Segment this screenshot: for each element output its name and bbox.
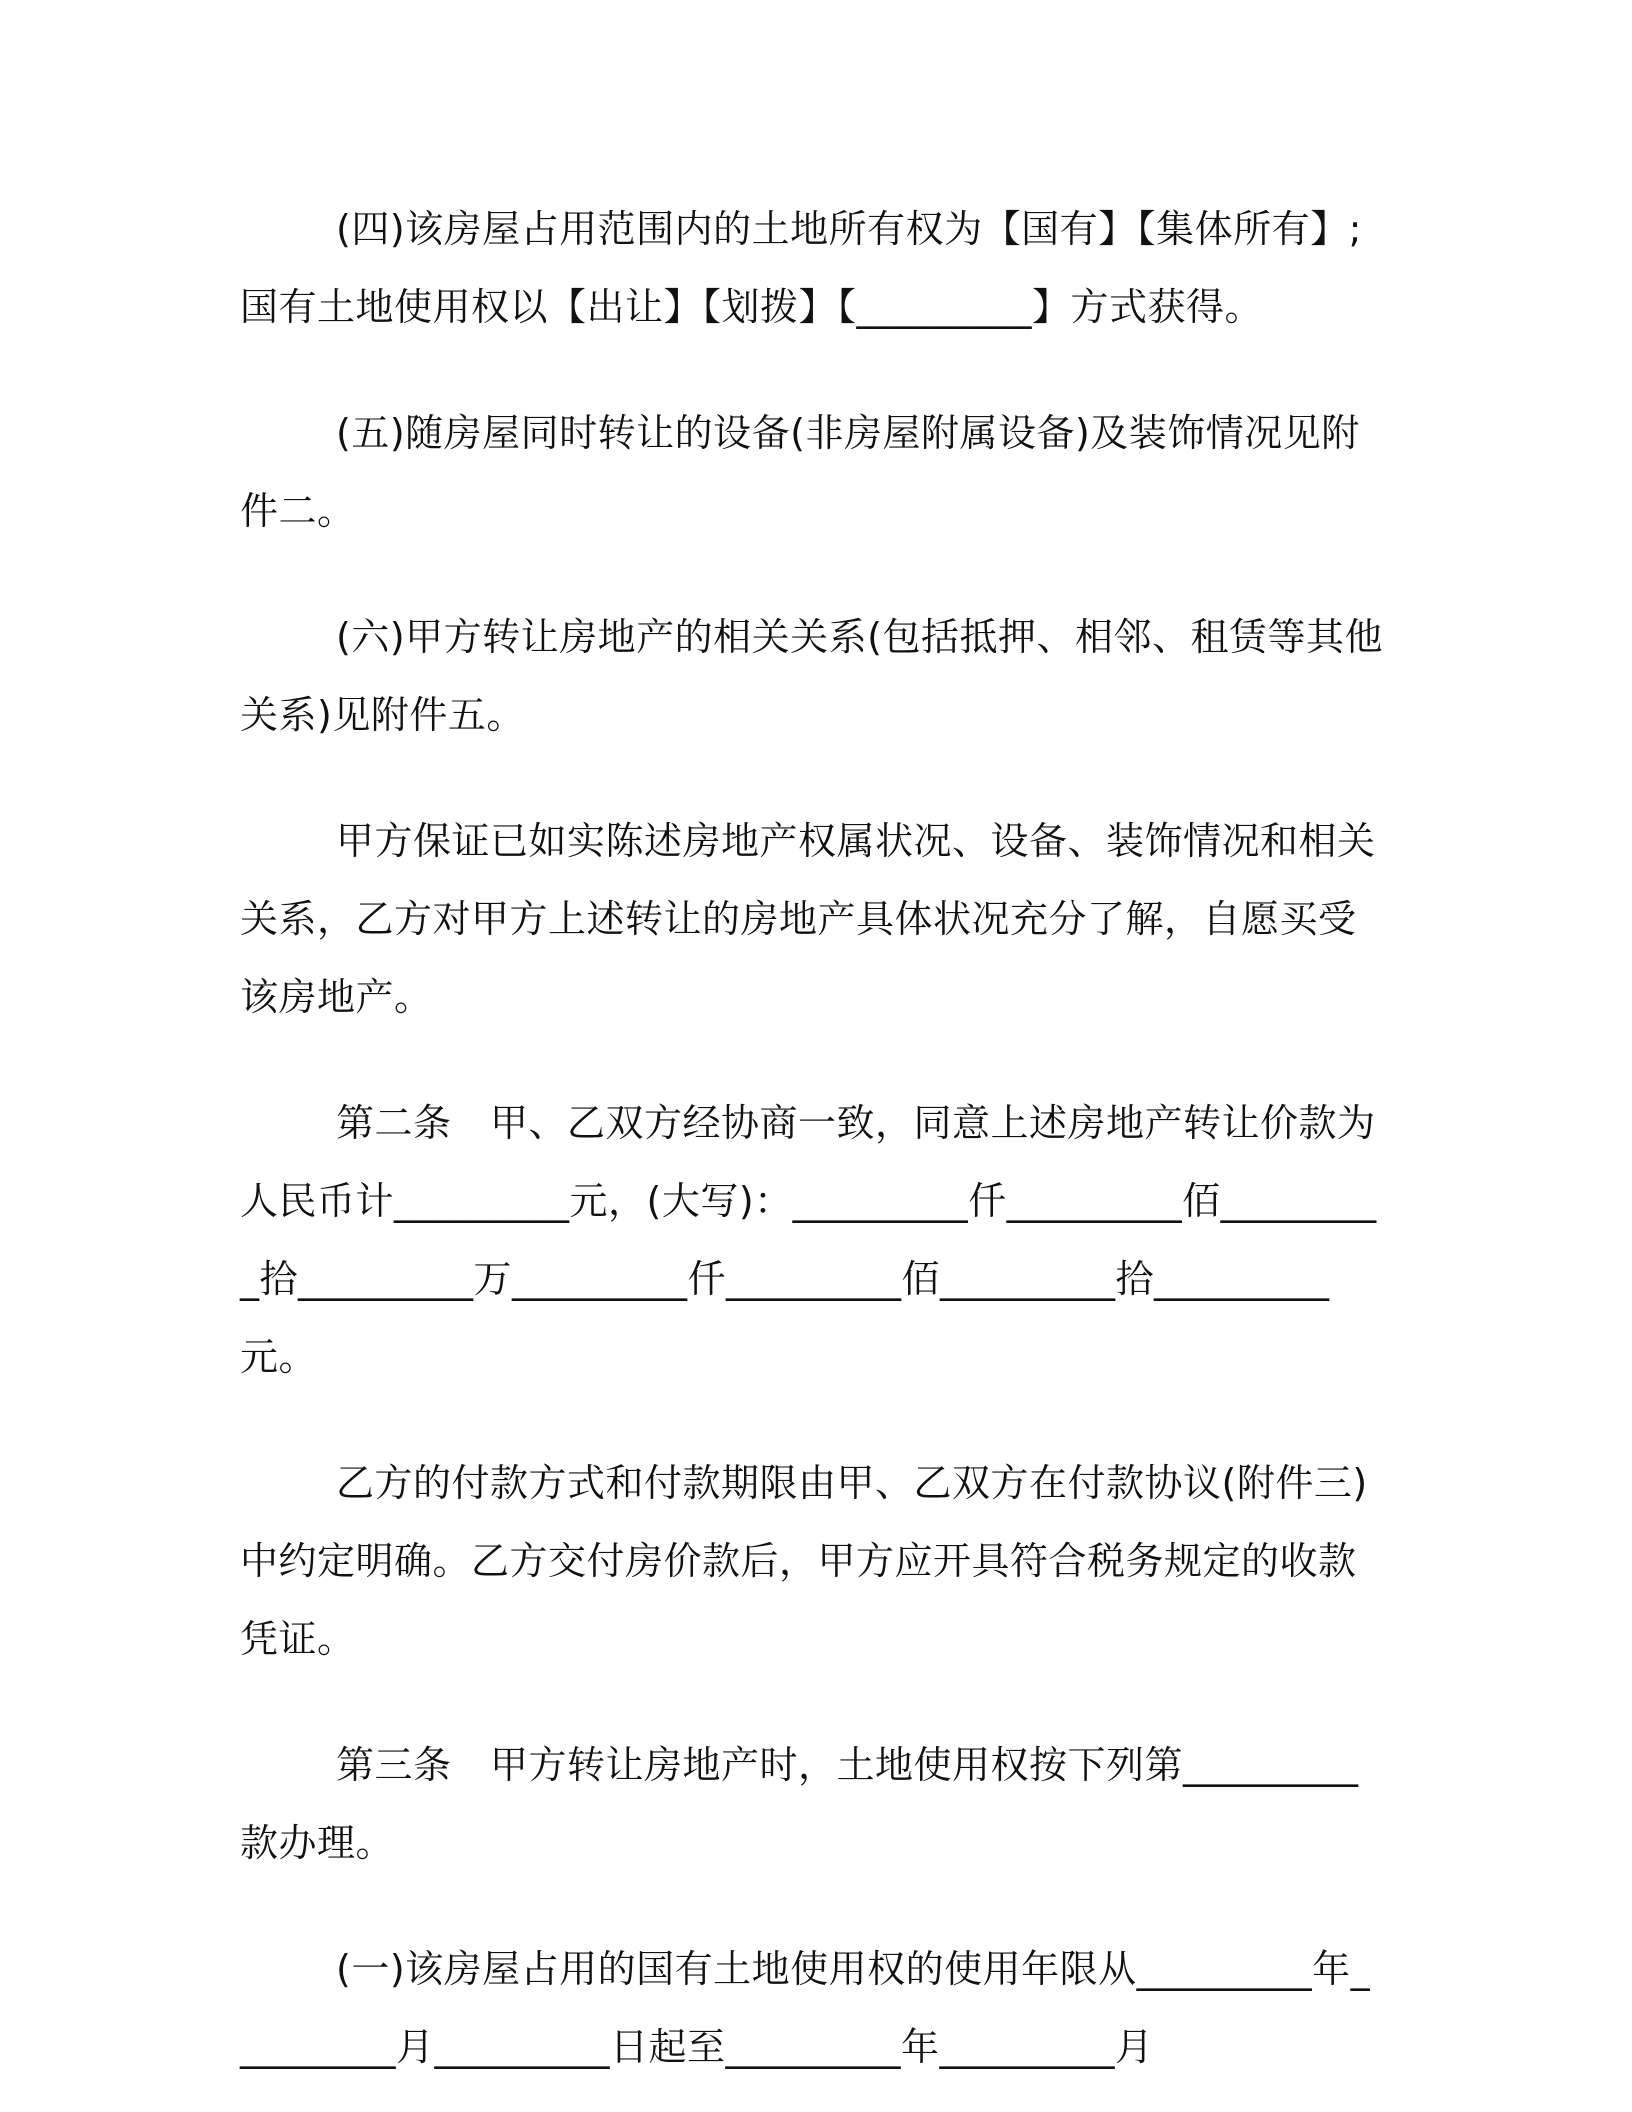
paragraph-article-two-price: 第二条 甲、乙双方经协商一致，同意上述房地产转让价款为人民币计_________元，(大写)：_________仟_________佰_________拾_________万_________仟_________佰_________拾_________元。: [240, 1101, 1377, 1379]
paragraph-article-three: 第三条 甲方转让房地产时，土地使用权按下列第_________款办理。: [240, 1743, 1359, 1865]
paragraph-payment-method: 乙方的付款方式和付款期限由甲、乙双方在付款协议(附件三)中约定明确。乙方交付房价款后，甲方应开具符合税务规定的收款凭证。: [240, 1461, 1368, 1661]
paragraph-related-relations: (六)甲方转让房地产的相关关系(包括抵押、相邻、租赁等其他关系)见附件五。: [240, 615, 1383, 737]
paragraph-land-ownership: (四)该房屋占用范围内的土地所有权为【国有】【集体所有】;国有土地使用权以【出让】【划拨】【_________】方式获得。: [240, 207, 1362, 329]
paragraph-land-use-term: (一)该房屋占用的国有土地使用权的使用年限从_________年_________月_________日起至_________年_________月: [240, 1947, 1371, 2069]
paragraph-seller-guarantee: 甲方保证已如实陈述房地产权属状况、设备、装饰情况和相关关系，乙方对甲方上述转让的房地产具体状况充分了解，自愿买受该房地产。: [240, 819, 1376, 1019]
paragraph-equipment: (五)随房屋同时转让的设备(非房屋附属设备)及装饰情况见附件二。: [240, 411, 1360, 533]
document-body: [240, 190, 1388, 2086]
